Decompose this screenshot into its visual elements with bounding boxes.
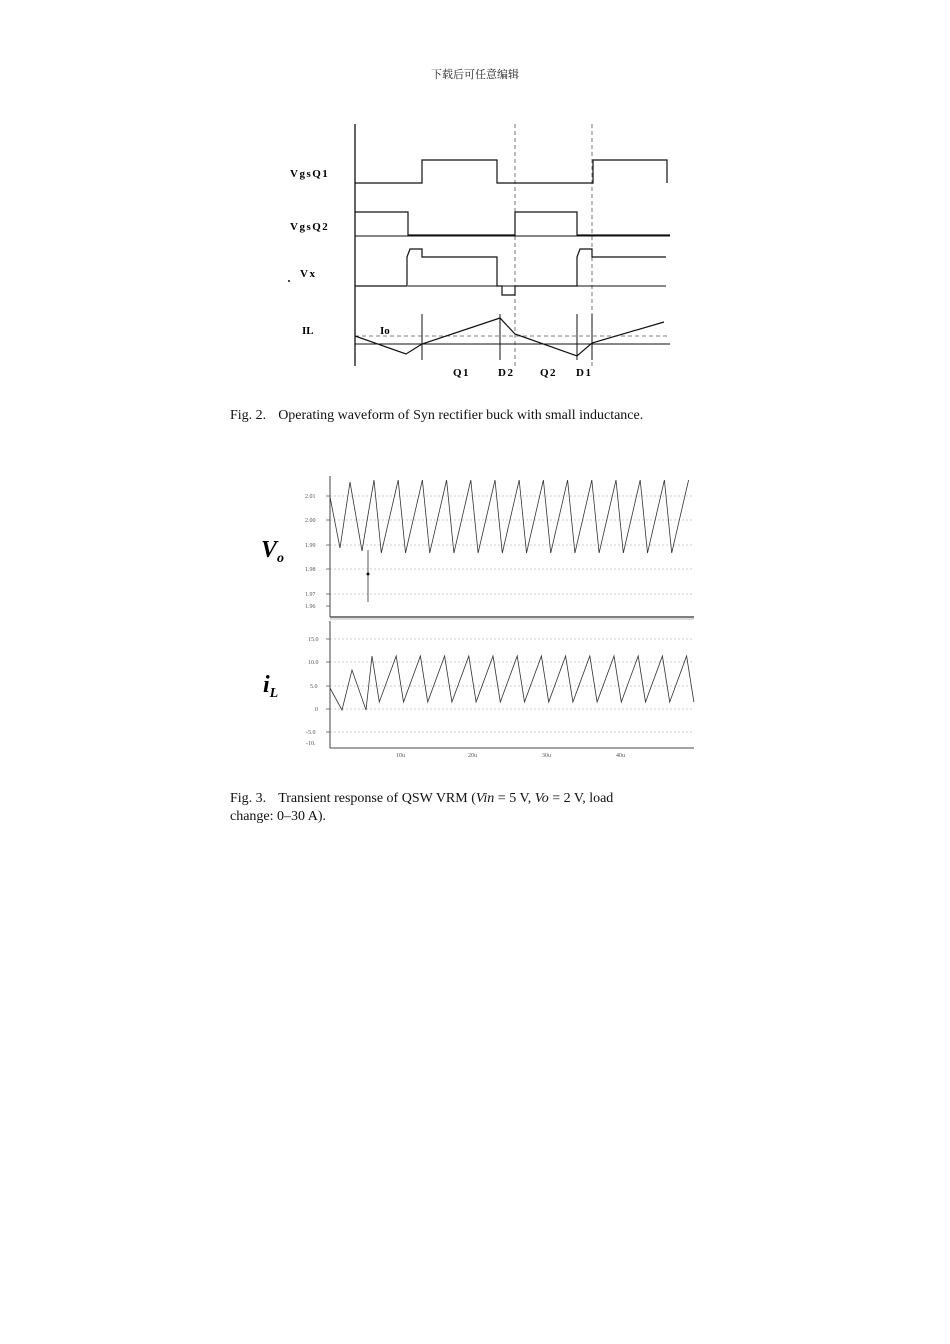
il-tick-label: -5.0 xyxy=(306,730,316,736)
caption-vo-value: = 2 V, load xyxy=(548,791,614,806)
il-waveform xyxy=(355,318,664,356)
x-tick-label: 10u xyxy=(396,753,405,759)
caption-vin-var: Vin xyxy=(475,791,495,806)
vo-tick-label: 2.01 xyxy=(305,494,316,500)
label-vgsq1: VgsQ1 xyxy=(290,168,330,180)
vo-waveform xyxy=(330,480,689,553)
figure-2-waveform-diagram xyxy=(270,115,690,385)
page-header: 下载后可任意编辑 xyxy=(431,68,519,81)
x-tick-label: 40u xyxy=(616,753,625,759)
caption-vin-value: = 5 V, xyxy=(494,791,535,806)
vo-tick-label: 1.97 xyxy=(305,592,316,598)
il-waveform xyxy=(330,656,694,710)
figure-2-caption-number: Fig. 2. xyxy=(230,408,267,423)
figure-2-caption-text: Operating waveform of Syn rectifier buck with small inductance. xyxy=(278,408,644,423)
il-label: $i_L$ xyxy=(263,672,279,701)
figure-3-caption xyxy=(230,790,740,826)
vo-tick-label: 2.00 xyxy=(305,518,316,524)
vgsq2-waveform xyxy=(355,212,670,235)
il-tick-label: 0 xyxy=(315,707,318,713)
vo-tick-label: 1.99 xyxy=(305,543,316,549)
figure-2-caption xyxy=(230,407,750,425)
caption-vo-var: Vo xyxy=(534,791,549,806)
vx-waveform xyxy=(355,249,666,295)
figure-3-caption-text-a: Transient response of QSW VRM ( xyxy=(278,791,476,806)
vo-label: $V_o$ xyxy=(261,537,285,566)
label-vgsq2: VgsQ2 xyxy=(290,221,330,233)
figure-3-caption-line2: change: 0–30 A). xyxy=(230,809,327,824)
label-vx: Vx xyxy=(300,268,317,280)
il-tick-label: 10.0 xyxy=(308,660,319,666)
label-il: IL xyxy=(302,325,314,337)
interval-q1: Q1 xyxy=(453,367,471,379)
il-tick-label: -10. xyxy=(306,741,316,747)
il-tick-label: 15.0 xyxy=(308,637,319,643)
vo-tick-label: 1.96 xyxy=(305,604,316,610)
figure-3-transient-plot xyxy=(255,470,705,770)
il-tick-label: 5.0 xyxy=(310,684,318,690)
x-tick-label: 30u xyxy=(542,753,551,759)
interval-d2: D2 xyxy=(498,367,515,379)
x-tick-label: 20u xyxy=(468,753,477,759)
interval-d1: D1 xyxy=(576,367,593,379)
vgsq1-waveform xyxy=(355,160,667,183)
label-io: Io xyxy=(380,325,390,337)
vo-tick-label: 1.98 xyxy=(305,567,316,573)
figure-3-caption-number: Fig. 3. xyxy=(230,791,267,806)
interval-q2: Q2 xyxy=(540,367,558,379)
